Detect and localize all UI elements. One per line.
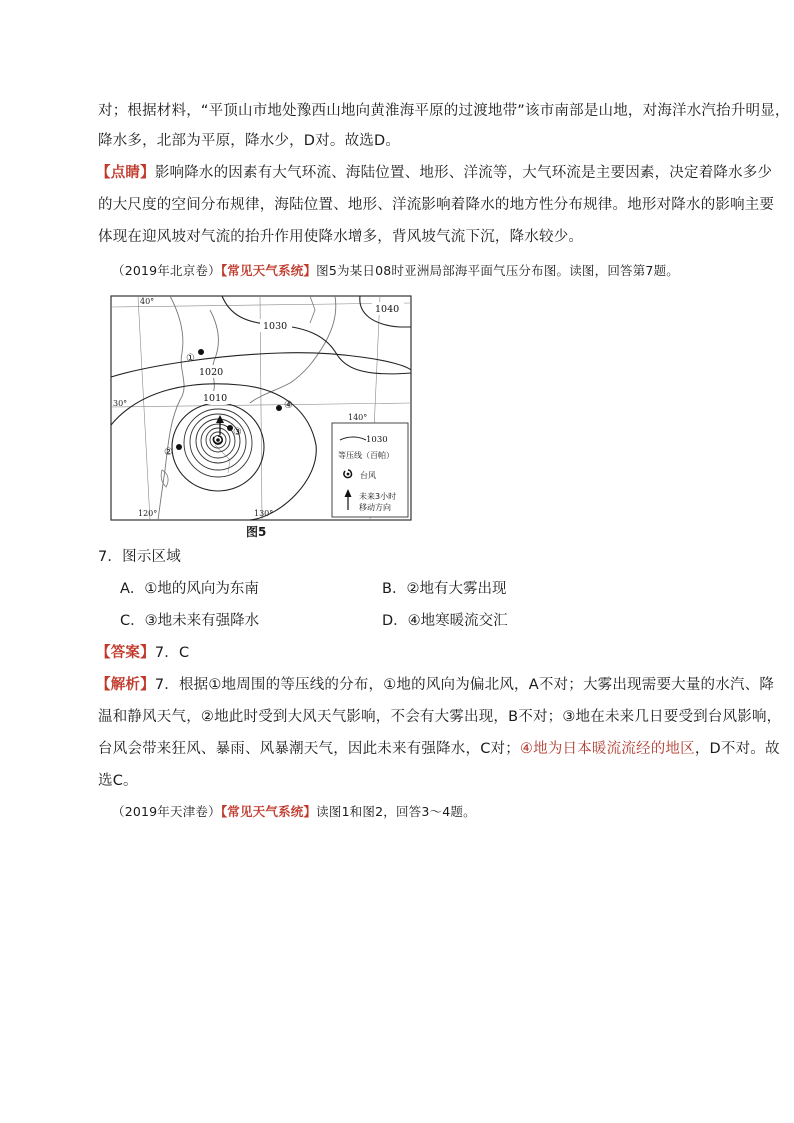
dianjing-line-3: 体现在迎风坡对气流的抬升作用使降水增多，背风坡气流下沉，降水较少。 — [98, 229, 584, 245]
pressure-map-figure — [110, 295, 412, 521]
point-2-dot — [176, 444, 182, 450]
analysis-tag: 【解析】 — [96, 677, 155, 693]
typhoon-eye-icon — [216, 438, 220, 442]
option-d: D．④地寒暖流交汇 — [382, 613, 508, 629]
question-topic-2: 【常见天气系统】 — [220, 804, 317, 819]
option-b: B．②地有大雾出现 — [382, 581, 507, 597]
isobar-label-1020: 1020 — [199, 367, 224, 378]
answer-tag: 【答案】 — [96, 645, 155, 661]
analysis-line-3 — [98, 739, 780, 759]
legend-isobar-value: 1030 — [366, 435, 388, 445]
analysis-text-1: 7．根据①地周围的等压线的分布，①地的风向为偏北风，A不对；大雾出现需要大量的水汽、降 — [154, 677, 775, 693]
dianjing-line-2: 的大尺度的空间分布规律，海陆位置、地形、洋流影响着降水的地方性分布规律。地形对降水的影响主要 — [98, 197, 775, 213]
analysis-line-1 — [96, 675, 774, 695]
analysis-text-3c: ，D不对。故 — [694, 741, 780, 757]
point-2-label: ② — [164, 447, 173, 458]
lat-label-30: 30° — [113, 399, 128, 408]
analysis-text-3a: 台风会带来狂风、暴雨、风暴潮天气，因此未来有强降水，C对； — [98, 741, 520, 757]
lon-label-120: 120° — [138, 509, 158, 518]
question-intro-text: 图5为某日08时亚洲局部海平面气压分布图。读图，回答第7题。 — [316, 263, 679, 278]
analysis-highlight: ④地为日本暖流流经的地区 — [519, 741, 695, 757]
question-topic: 【常见天气系统】 — [220, 263, 317, 278]
question-intro-text-2: 读图1和图2，回答3～4题。 — [316, 804, 476, 819]
lon-label-140: 140° — [348, 413, 368, 422]
dianjing-text-1: 影响降水的因素有大气环流、海陆位置、地形、洋流等，大气环流是主要因素，决定着降水多少 — [154, 165, 773, 181]
question-intro-2 — [112, 802, 476, 822]
question-7-stem: 7．图示区域 — [98, 549, 181, 565]
question-source-2: （2019年天津卷） — [112, 804, 221, 819]
legend-typhoon-label: 台风 — [360, 471, 376, 480]
paragraph-1-line-1: 对；根据材料，“平顶山市地处豫西山地向黄淮海平原的过渡地带”该市南部是山地，对海洋水汽抬升明显， — [98, 103, 790, 119]
point-1-dot — [198, 349, 204, 355]
lon-label-130: 130° — [254, 509, 274, 518]
isobar-label-1040: 1040 — [375, 304, 400, 315]
answer-text: 7．C — [154, 645, 190, 661]
figure-caption: 图5 — [246, 525, 267, 539]
option-c: C．③地未来有强降水 — [120, 613, 260, 629]
point-1-label: ① — [186, 353, 195, 364]
legend-isobar-desc: 等压线（百帕） — [338, 451, 394, 460]
dianjing-line-1 — [96, 163, 772, 183]
point-3-label: ③ — [233, 427, 242, 438]
legend-direction-line-1: 未来3小时 — [359, 492, 397, 501]
analysis-line-2: 温和静风天气，②地此时受到大风天气影响，不会有大雾出现，B不对；③地在未来几日要受到台风影响， — [98, 709, 782, 725]
isobar-label-1030: 1030 — [263, 321, 288, 332]
point-4-label: ④ — [284, 400, 293, 411]
isobar-label-1010: 1010 — [203, 393, 228, 404]
analysis-line-4: 选C。 — [98, 773, 138, 789]
dianjing-tag: 【点睛】 — [96, 165, 155, 181]
paragraph-1-line-2: 降水多，北部为平原，降水少，D对。故选D。 — [98, 133, 401, 149]
answer-line — [96, 643, 189, 663]
legend-direction-line-2: 移动方向 — [359, 503, 391, 512]
question-source: （2019年北京卷） — [112, 263, 221, 278]
lat-label-40: 40° — [140, 297, 155, 306]
point-4-dot — [276, 405, 282, 411]
question-intro-1 — [112, 261, 679, 281]
option-a: A．①地的风向为东南 — [120, 581, 259, 597]
legend-typhoon-eye-icon — [347, 473, 350, 476]
